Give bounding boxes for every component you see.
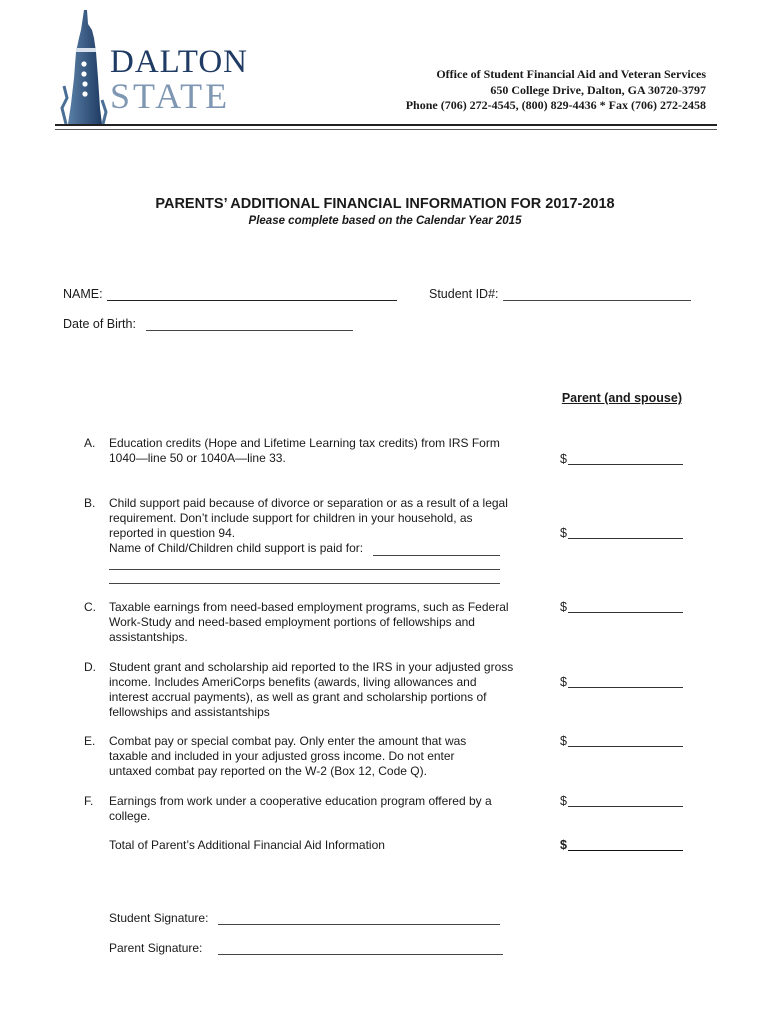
student-id-field[interactable] bbox=[503, 300, 691, 301]
child-name-field-line3[interactable] bbox=[109, 583, 500, 584]
dob-field[interactable] bbox=[146, 330, 353, 331]
item-letter: E. bbox=[84, 734, 96, 748]
currency-symbol: $ bbox=[560, 526, 567, 540]
name-label: NAME: bbox=[63, 287, 103, 301]
item-text: Student grant and scholarship aid reported to the IRS in your adjusted gross income. Includes AmeriCorps benefits (awards, living allowances and interest accrual payments), as well as grant and scholarship portions of fellowships and assistantships bbox=[109, 660, 514, 719]
parent-signature-label: Parent Signature: bbox=[109, 941, 203, 955]
clock-tower-icon bbox=[58, 8, 118, 126]
form-title: PARENTS’ ADDITIONAL FINANCIAL INFORMATION FOR 2017-2018 bbox=[155, 196, 615, 212]
amount-field-b[interactable] bbox=[560, 526, 683, 540]
total-label: Total of Parent’s Additional Financial Aid Information bbox=[109, 838, 385, 852]
item-text: Taxable earnings from need-based employment programs, such as Federal Work-Study and need-based employment portions of fellowships and assistantships. bbox=[109, 600, 509, 644]
form-subtitle: Please complete based on the Calendar Year 2015 bbox=[248, 215, 522, 227]
item-letter: A. bbox=[84, 436, 96, 450]
currency-symbol: $ bbox=[560, 734, 567, 748]
item-text: Earnings from work under a cooperative education program offered by a college. bbox=[109, 794, 492, 823]
logo-text-state: STATE bbox=[110, 76, 231, 116]
student-id-label: Student ID#: bbox=[429, 287, 499, 301]
header-rule-thin bbox=[55, 129, 717, 130]
item-text: Combat pay or special combat pay. Only enter the amount that was taxable and included in your adjusted gross income. Do not enter untaxed combat pay reported on the W-2 (Box 12, Code Q). bbox=[109, 734, 467, 778]
amount-field-d[interactable] bbox=[560, 675, 683, 689]
item-b bbox=[84, 496, 524, 555]
item-letter: B. bbox=[84, 496, 96, 510]
column-header-parent: Parent (and spouse) bbox=[561, 391, 682, 405]
child-name-field[interactable] bbox=[373, 555, 500, 556]
currency-symbol: $ bbox=[560, 600, 567, 614]
dalton-state-logo bbox=[58, 8, 248, 126]
dob-label: Date of Birth: bbox=[63, 317, 136, 331]
total-row bbox=[84, 838, 524, 853]
amount-field-f[interactable] bbox=[560, 794, 683, 808]
amount-field-c[interactable] bbox=[560, 600, 683, 614]
child-name-label: Name of Child/Children child support is paid for: bbox=[109, 541, 364, 555]
item-letter: F. bbox=[84, 794, 94, 808]
item-c bbox=[84, 600, 524, 645]
item-letter: D. bbox=[84, 660, 96, 674]
parent-signature-field[interactable] bbox=[218, 954, 503, 955]
header-rule bbox=[55, 124, 717, 126]
student-signature-field[interactable] bbox=[218, 924, 500, 925]
office-address: 650 College Drive, Dalton, GA 30720-3797 bbox=[490, 82, 706, 97]
currency-symbol: $ bbox=[560, 794, 567, 808]
currency-symbol: $ bbox=[560, 838, 567, 852]
child-name-field-line2[interactable] bbox=[109, 569, 500, 570]
office-name: Office of Student Financial Aid and Veteran Services bbox=[436, 67, 706, 81]
currency-symbol: $ bbox=[560, 675, 567, 689]
student-signature-label: Student Signature: bbox=[109, 911, 209, 925]
logo-text-dalton: DALTON bbox=[110, 44, 249, 80]
amount-field-e[interactable] bbox=[560, 734, 683, 748]
amount-field-a[interactable] bbox=[560, 452, 683, 466]
office-contact-block bbox=[406, 67, 706, 114]
item-d bbox=[84, 660, 524, 720]
office-phone: Phone (706) 272-4545, (800) 829-4436 * Fax (706) 272-2458 bbox=[405, 98, 706, 112]
currency-symbol: $ bbox=[560, 452, 567, 466]
name-field[interactable] bbox=[107, 300, 397, 301]
item-a bbox=[84, 436, 524, 466]
item-text: Education credits (Hope and Lifetime Learning tax credits) from IRS Form 1040—line 50 or 1040A—line 33. bbox=[109, 436, 500, 465]
total-amount-field[interactable] bbox=[560, 838, 683, 852]
item-f bbox=[84, 794, 524, 824]
item-text: Child support paid because of divorce or separation or as a result of a legal requirement. Don’t include support for children in your household, as reported in question 94. bbox=[109, 496, 508, 540]
item-e bbox=[84, 734, 524, 779]
item-letter: C. bbox=[84, 600, 96, 614]
